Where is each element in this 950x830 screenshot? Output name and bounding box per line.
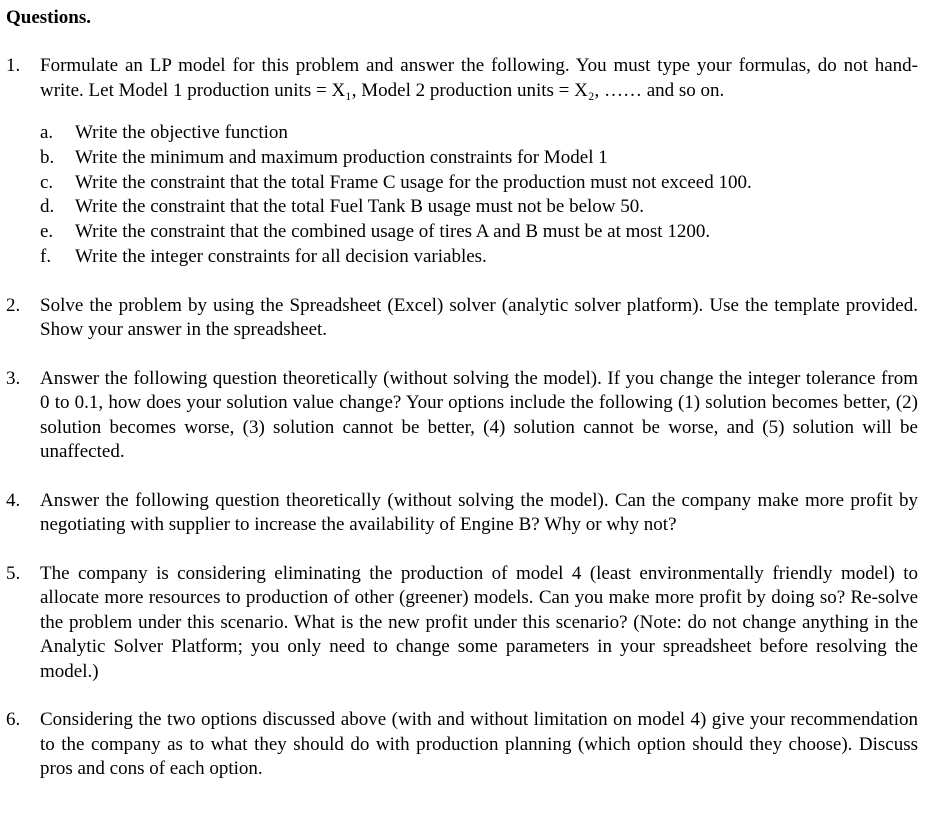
question-1 <box>6 54 918 270</box>
sub-question-letter: c. <box>40 171 54 193</box>
sub-question-text: Write the constraint that the total Fuel Tank B usage must not be below 50. <box>75 196 645 218</box>
question-number: 6. <box>6 709 21 731</box>
question-3 <box>6 367 918 465</box>
sub-question-letter: a. <box>40 122 54 143</box>
sub-question-letter: d. <box>40 196 55 218</box>
question-text: Solve the problem by using the Spreadsheet (Excel) solver (analytic solver platform). Use the template provided. Show your answer in the spreadsheet. <box>40 294 918 341</box>
question-number: 1. <box>6 55 21 76</box>
question-number: 2. <box>6 294 21 316</box>
question-4 <box>6 489 918 538</box>
page-heading: Questions. <box>6 7 91 28</box>
question-5 <box>6 562 918 685</box>
question-number: 5. <box>6 562 21 584</box>
question-text: Considering the two options discussed above (with and without limitation on model 4) give your recommendation to the company as to what they should do with production planning (which option should they choose). Discuss pros and cons of each option. <box>40 709 918 780</box>
sub-question-b <box>40 146 918 171</box>
document-page <box>6 6 918 782</box>
sub-question-text: Write the constraint that the total Frame C usage for the production must not exceed 100. <box>75 171 752 193</box>
sub-question-text: Write the objective function <box>75 122 288 143</box>
sub-question-text: Write the minimum and maximum production constraints for Model 1 <box>75 146 608 168</box>
sub-question-text: Write the integer constraints for all decision variables. <box>75 245 487 267</box>
question-text: Answer the following question theoretically (without solving the model). If you change the integer tolerance from 0 to 0.1, how does your solution value change? Your options include the following (1) solution becomes better, (2) solution becomes worse, (3) solution cannot be better, (4) solution cannot be worse, and (5) solution will be unaffected. <box>40 367 918 463</box>
question-number: 3. <box>6 367 21 389</box>
question-text: The company is considering eliminating the production of model 4 (least environmentally friendly model) to allocate more resources to production of other (greener) models. Can you make more profit by doing so? Re-solve the problem under this scenario. What is the new profit under this scenario? (Note: do not change anything in the Analytic Solver Platform; you only need to change some parameters in your spreadsheet before resolving the model.) <box>40 562 918 682</box>
question-2 <box>6 294 918 343</box>
question-number: 4. <box>6 489 21 511</box>
sub-question-list <box>40 121 918 270</box>
sub-question-letter: b. <box>40 146 55 168</box>
sub-question-letter: e. <box>40 221 54 243</box>
question-text: Formulate an LP model for this problem and answer the following. You must type your formulas, do not hand-write. Let Model 1 production units = X₁, Model 2 production units = X₂, …… and so on. <box>40 55 918 101</box>
sub-question-e <box>40 220 918 245</box>
sub-question-c <box>40 171 918 196</box>
sub-question-f <box>40 245 918 270</box>
sub-question-d <box>40 195 918 220</box>
sub-question-letter: f. <box>40 245 52 267</box>
question-text: Answer the following question theoretically (without solving the model). Can the company make more profit by negotiating with supplier to increase the availability of Engine B? Why or why not? <box>40 489 918 536</box>
sub-question-text: Write the constraint that the combined usage of tires A and B must be at most 1200. <box>75 221 711 243</box>
sub-question-a <box>40 121 918 146</box>
question-6 <box>6 708 918 782</box>
